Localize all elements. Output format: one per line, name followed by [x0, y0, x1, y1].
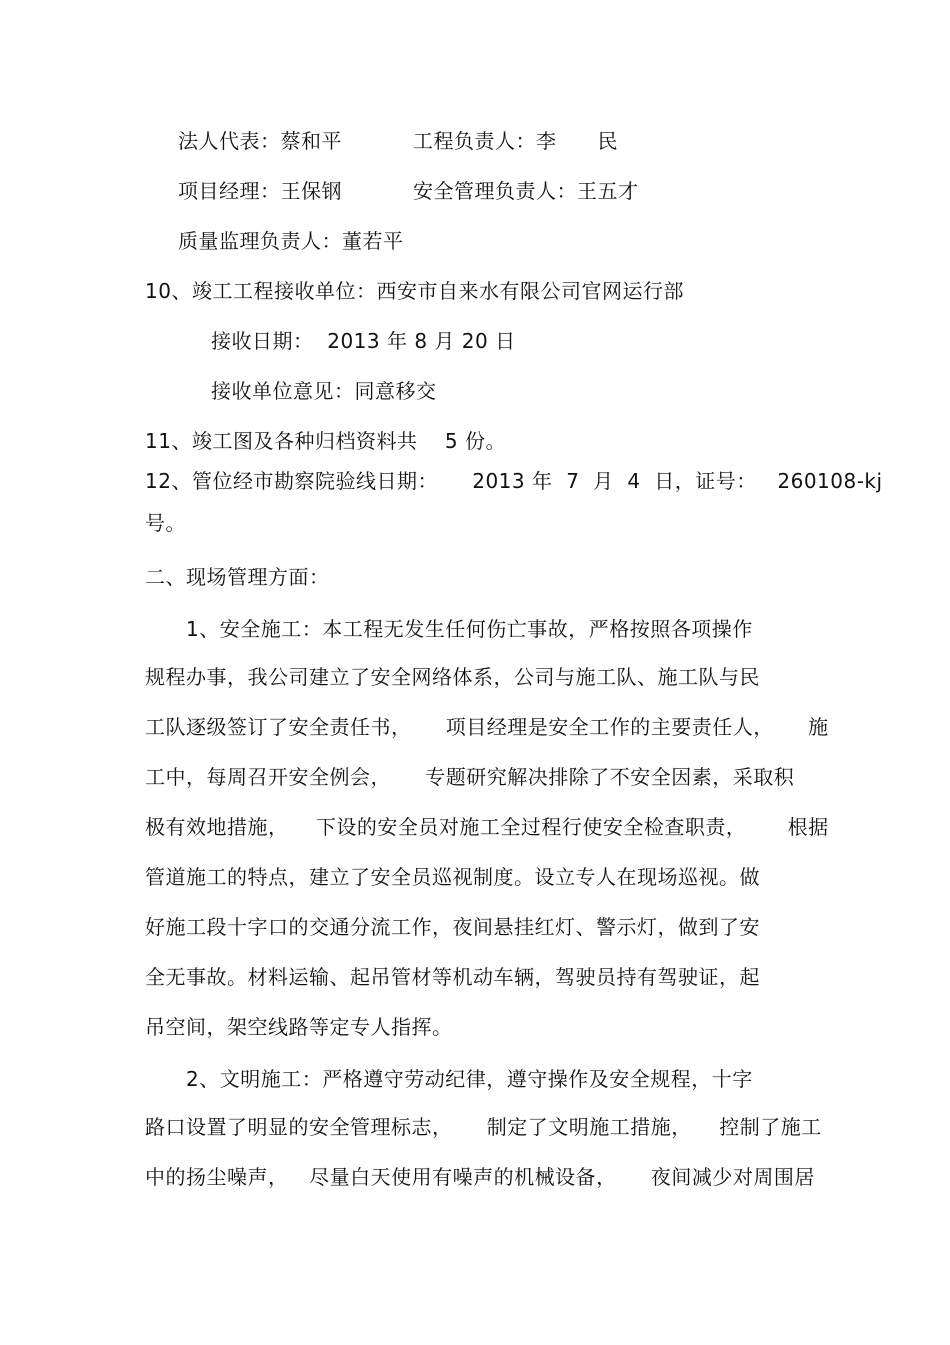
item-12-line-1: 12、管位经市勘察院验线日期： 2013 年 7 月 4 日，证号： 260108-kj	[145, 469, 883, 493]
para1-line-1: 1、安全施工：本工程无发生任何伤亡事故，严格按照各项操作	[186, 617, 753, 641]
receive-date-text: 接收日期： 2013 年 8 月 20 日	[211, 329, 516, 353]
para2-line-1: 2、文明施工：严格遵守劳动纪律，遵守操作及安全规程，十字	[186, 1067, 753, 1091]
para1-line-9: 吊空间，架空线路等定专人指挥。	[145, 1015, 453, 1039]
section-2-heading: 二、现场管理方面：	[145, 565, 330, 589]
para2-line-3: 中的扬尘噪声， 尽量白天使用有噪声的机械设备， 夜间减少对周围居	[145, 1165, 815, 1189]
quality-lead-text: 质量监理负责人：董若平	[178, 229, 404, 253]
para1-line-7: 好施工段十字口的交通分流工作，夜间悬挂红灯、警示灯，做到了安	[145, 915, 760, 939]
para1-line-3: 工队逐级签订了安全责任书， 项目经理是安全工作的主要责任人， 施	[145, 715, 829, 739]
para1-line-4: 工中，每周召开安全例会， 专题研究解决排除了不安全因素，采取积	[145, 765, 795, 789]
safety-lead-text: 安全管理负责人：王五才	[413, 179, 639, 203]
project-manager-text: 项目经理：王保钢	[178, 179, 342, 203]
para1-line-6: 管道施工的特点，建立了安全员巡视制度。设立专人在现场巡视。做	[145, 865, 760, 889]
item-12-line-2: 号。	[145, 511, 186, 535]
para2-line-2: 路口设置了明显的安全管理标志， 制定了文明施工措施， 控制了施工	[145, 1115, 822, 1139]
item-11-text: 11、竣工图及各种归档资料共 5 份。	[145, 429, 506, 453]
item-10-text: 10、竣工工程接收单位：西安市自来水有限公司官网运行部	[145, 279, 684, 303]
para1-line-5: 极有效地措施， 下设的安全员对施工全过程行使安全检查职责， 根据	[145, 815, 829, 839]
para1-line-8: 全无事故。材料运输、起吊管材等机动车辆，驾驶员持有驾驶证，起	[145, 965, 760, 989]
receive-opinion-text: 接收单位意见：同意移交	[211, 379, 437, 403]
legal-representative-text: 法人代表：蔡和平	[178, 129, 342, 153]
para1-line-2: 规程办事，我公司建立了安全网络体系，公司与施工队、施工队与民	[145, 665, 760, 689]
project-lead-text: 工程负责人：李 民	[413, 129, 619, 153]
